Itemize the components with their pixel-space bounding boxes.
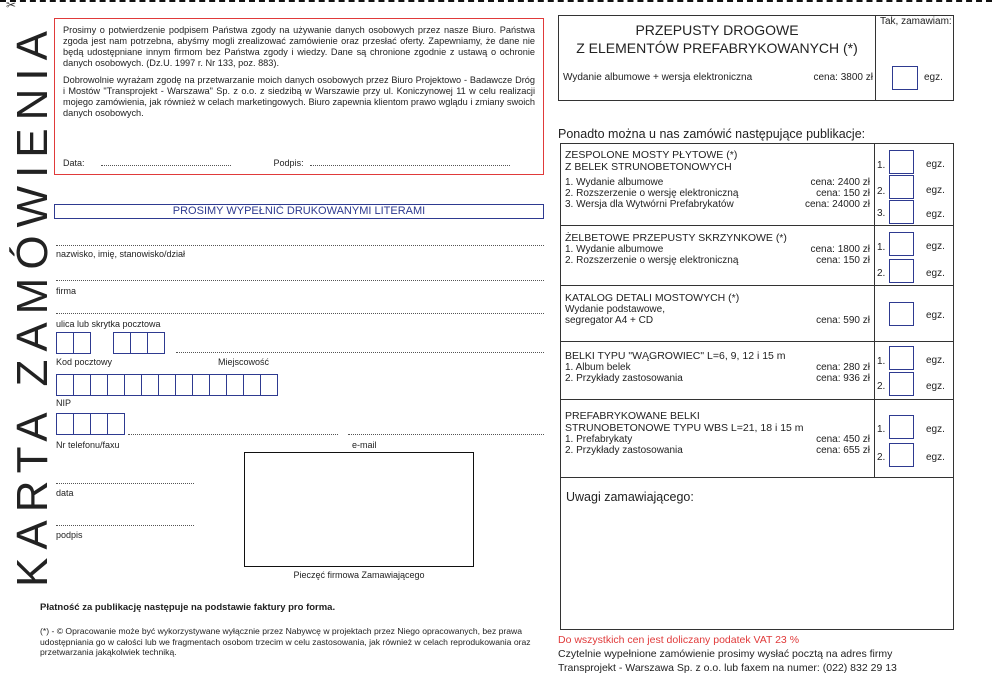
product-1-item-1-label: 1. Wydanie albumowe xyxy=(565,177,664,188)
product-4-item-2 xyxy=(565,373,870,384)
product-5-title-1: PREFABRYKOWANE BELKI xyxy=(565,410,700,422)
street-label: ulica lub skrytka pocztowa xyxy=(56,319,161,329)
vat-note: Do wszystkich cen jest doliczany podatek VAT 23 % xyxy=(558,634,800,646)
product-5-title-2: STRUNOBETONOWE TYPU WBS L=21, 18 i 15 m xyxy=(565,422,804,434)
product-5-num-2: 2. xyxy=(877,452,886,463)
product-5-unit-1: egz. xyxy=(926,424,945,435)
product-2-qty-2[interactable] xyxy=(889,259,914,283)
product-2-num-2: 2. xyxy=(877,268,886,279)
product-3-qty[interactable] xyxy=(889,302,914,326)
main-product-edition xyxy=(563,72,873,83)
footer-line-1: Czytelnie wypełnione zamówienie prosimy wysłać pocztą na adres firmy xyxy=(558,648,893,660)
product-2-qty-1[interactable] xyxy=(889,232,914,256)
product-4-unit-2: egz. xyxy=(926,381,945,392)
vertical-title-text: KARTA ZAMÓWIENIA xyxy=(8,23,57,587)
more-publications-header: Ponadto można u nas zamówić następujące publikacje: xyxy=(558,127,866,141)
product-4-order-divider xyxy=(874,341,875,399)
product-4-num-1: 1. xyxy=(877,356,886,367)
postal-code-left[interactable] xyxy=(56,332,90,354)
consent-signature-label: Podpis: xyxy=(273,158,304,168)
product-4-item-1 xyxy=(565,362,870,373)
product-5-item-1 xyxy=(565,434,870,445)
main-product-unit: egz. xyxy=(924,72,943,83)
date-label: data xyxy=(56,488,74,498)
product-1-item-3-price: cena: 24000 zł xyxy=(804,199,870,210)
print-letters-banner: PROSIMY WYPEŁNIĆ DRUKOWANYMI LITERAMI xyxy=(54,204,544,219)
product-2-order-divider xyxy=(874,225,875,285)
product-3-item-1 xyxy=(565,304,870,315)
consent-paragraph-1: Prosimy o potwierdzenie podpisem Państwa zgody na używanie danych osobowych przez nasze Biuro. Państwa zgoda jest nam potrzebna, abyśmy mogli zrealizować zamówienie oraz przesłać oferty. Zapewniamy, że dane nie będą udostępniane innym firmom bez Państwa zgody i wiedzy. Dane są chronione zgodnie z ustawą o ochronie danych osobowych. (Dz.U. 1997 r. Nr 133, poz. 883). xyxy=(63,25,535,69)
date-field[interactable] xyxy=(56,483,194,484)
main-product-box xyxy=(558,15,954,101)
product-4-item-2-label: 2. Przykłady zastosowania xyxy=(565,373,683,384)
product-3-item-2-price: cena: 590 zł xyxy=(816,315,870,326)
order-column-divider xyxy=(875,16,876,100)
product-4-qty-1[interactable] xyxy=(889,346,914,370)
product-2-unit-1: egz. xyxy=(926,241,945,252)
email-label: e-mail xyxy=(352,440,377,450)
product-5 xyxy=(565,410,870,456)
product-5-item-2 xyxy=(565,445,870,456)
main-product-qty-box[interactable] xyxy=(892,66,918,90)
product-1-unit-1: egz. xyxy=(926,159,945,170)
product-5-order-divider xyxy=(874,399,875,477)
product-1-order-divider xyxy=(874,143,875,225)
product-1-item-2-label: 2. Rozszerzenie o wersję elektroniczną xyxy=(565,188,739,199)
city-field[interactable] xyxy=(176,352,544,353)
remarks-area[interactable] xyxy=(562,510,952,628)
product-2-item-2 xyxy=(565,255,870,266)
cut-line xyxy=(0,0,992,5)
company-stamp-box[interactable] xyxy=(244,452,474,567)
main-product-title-line2: Z ELEMENTÓW PREFABRYKOWANYCH (*) xyxy=(576,40,858,56)
company-field[interactable] xyxy=(56,280,544,281)
consent-date-field[interactable] xyxy=(101,156,231,166)
postal-code-right[interactable] xyxy=(113,332,164,354)
product-1-unit-2: egz. xyxy=(926,185,945,196)
product-5-item-1-label: 1. Prefabrykaty xyxy=(565,434,633,445)
phone-field[interactable] xyxy=(56,413,124,435)
product-1-qty-1[interactable] xyxy=(889,150,914,174)
product-3-item-1-label: Wydanie podstawowe, xyxy=(565,304,665,315)
postal-code-label: Kod pocztowy xyxy=(56,357,113,367)
product-3-title: KATALOG DETALI MOSTOWYCH (*) xyxy=(565,292,740,304)
street-field[interactable] xyxy=(56,313,544,314)
divider-1 xyxy=(560,225,954,226)
product-5-qty-2[interactable] xyxy=(889,443,914,467)
product-4-num-2: 2. xyxy=(877,381,886,392)
product-3-item-2-label: segregator A4 + CD xyxy=(565,315,654,326)
product-4-title: BELKI TYPU "WĄGROWIEC" L=6, 9, 12 i 15 m xyxy=(565,350,786,362)
sign-field[interactable] xyxy=(56,525,194,526)
phone-extra-line[interactable] xyxy=(128,434,338,435)
product-3-item-2 xyxy=(565,315,870,326)
product-3-unit: egz. xyxy=(926,310,945,321)
divider-3 xyxy=(560,341,954,342)
footer-line-2: Transprojekt - Warszawa Sp. z o.o. lub faxem na numer: (022) 832 29 13 xyxy=(558,662,897,674)
product-1-qty-2[interactable] xyxy=(889,175,914,199)
product-2 xyxy=(565,232,870,266)
product-1-num-1: 1. xyxy=(877,160,886,171)
copyright-note: (*) - © Opracowanie może być wykorzystywane wyłącznie przez Nabywcę w projektach przez Niego opracowanych, bez prawa udostępniania go w całości lub we fragmentach osobom trzecim w celu zastosowania, jak również w celach reprodukowania oraz przetwarzania jakąkolwiek techniką. xyxy=(40,626,531,658)
product-2-title: ŻELBETOWE PRZEPUSTY SKRZYNKOWE (*) xyxy=(565,232,787,244)
product-1-item-2-price: cena: 150 zł xyxy=(816,188,870,199)
sign-label: podpis xyxy=(56,530,83,540)
product-4-item-1-price: cena: 280 zł xyxy=(816,362,870,373)
product-5-num-1: 1. xyxy=(877,424,886,435)
product-2-item-2-price: cena: 150 zł xyxy=(816,255,870,266)
product-4-item-2-price: cena: 936 zł xyxy=(816,373,870,384)
consent-signature-line xyxy=(63,156,533,169)
product-1-unit-3: egz. xyxy=(926,209,945,220)
product-4-item-1-label: 1. Album belek xyxy=(565,362,631,373)
remarks-label: Uwagi zamawiającego: xyxy=(566,490,694,504)
product-2-item-1-label: 1. Wydanie albumowe xyxy=(565,244,664,255)
divider-2 xyxy=(560,285,954,286)
nip-label: NIP xyxy=(56,398,72,408)
product-1-item-1 xyxy=(565,177,870,188)
product-5-qty-1[interactable] xyxy=(889,415,914,439)
order-header: Tak, zamawiam: xyxy=(880,16,952,27)
product-3 xyxy=(565,292,870,326)
email-field[interactable] xyxy=(348,434,544,435)
product-1-item-3-label: 3. Wersja dla Wytwórni Prefabrykatów xyxy=(565,199,734,210)
payment-note: Płatność za publikację następuje na podstawie faktury pro forma. xyxy=(40,602,336,613)
nip-field[interactable] xyxy=(56,374,277,396)
company-label: firma xyxy=(56,286,76,296)
product-4 xyxy=(565,350,870,384)
product-1-num-3: 3. xyxy=(877,208,886,219)
name-label: nazwisko, imię, stanowisko/dział xyxy=(56,249,186,259)
product-1-item-2 xyxy=(565,188,870,199)
product-1-item-3 xyxy=(565,199,870,210)
stamp-label: Pieczęć firmowa Zamawiającego xyxy=(293,570,425,580)
product-5-item-2-price: cena: 655 zł xyxy=(816,445,870,456)
main-product-edition-label: Wydanie albumowe + wersja elektroniczna xyxy=(563,72,753,83)
main-product-title xyxy=(559,21,875,57)
product-5-item-1-price: cena: 450 zł xyxy=(816,434,870,445)
product-4-qty-2[interactable] xyxy=(889,372,914,396)
divider-4 xyxy=(560,399,954,400)
product-2-item-1 xyxy=(565,244,870,255)
product-1-title-1: ZESPOLONE MOSTY PŁYTOWE (*) xyxy=(565,149,738,161)
product-1-item-1-price: cena: 2400 zł xyxy=(810,177,870,188)
consent-paragraph-2: Dobrowolnie wyrażam zgodę na przetwarzanie moich danych osobowych przez Biuro Projektowo - Badawcze Dróg i Mostów "Transprojekt - Warszawa" Sp. z o.o. z siedzibą w Warszawie przy ul. Koniczynowej 11 w celu realizacji mojego zamówienia, jak również w celach marketingowych. Biuro zapewnia klientom prawo wglądu i zmiany swoich danych osobowych. xyxy=(63,75,535,119)
product-5-unit-2: egz. xyxy=(926,452,945,463)
product-2-item-1-price: cena: 1800 zł xyxy=(810,244,870,255)
product-1-title-2: Z BELEK STRUNOBETONOWYCH xyxy=(565,161,732,173)
scissors-icon: ✂ xyxy=(6,0,17,12)
consent-signature-field[interactable] xyxy=(310,156,510,166)
product-2-unit-2: egz. xyxy=(926,268,945,279)
product-2-item-2-label: 2. Rozszerzenie o wersję elektroniczną xyxy=(565,255,739,266)
name-field[interactable] xyxy=(56,245,544,246)
product-1 xyxy=(565,149,870,210)
phone-label: Nr telefonu/faxu xyxy=(56,440,120,450)
product-4-unit-1: egz. xyxy=(926,355,945,366)
product-5-item-2-label: 2. Przykłady zastosowania xyxy=(565,445,683,456)
main-product-title-line1: PRZEPUSTY DROGOWE xyxy=(635,22,799,38)
consent-date-label: Data: xyxy=(63,158,85,168)
city-label: Miejscowość xyxy=(218,357,270,367)
divider-5 xyxy=(560,477,954,478)
main-product-price: cena: 3800 zł xyxy=(813,72,873,83)
product-2-num-1: 1. xyxy=(877,242,886,253)
product-1-qty-3[interactable] xyxy=(889,200,914,224)
product-3-order-divider xyxy=(874,285,875,341)
consent-box xyxy=(54,18,544,175)
product-1-num-2: 2. xyxy=(877,186,886,197)
